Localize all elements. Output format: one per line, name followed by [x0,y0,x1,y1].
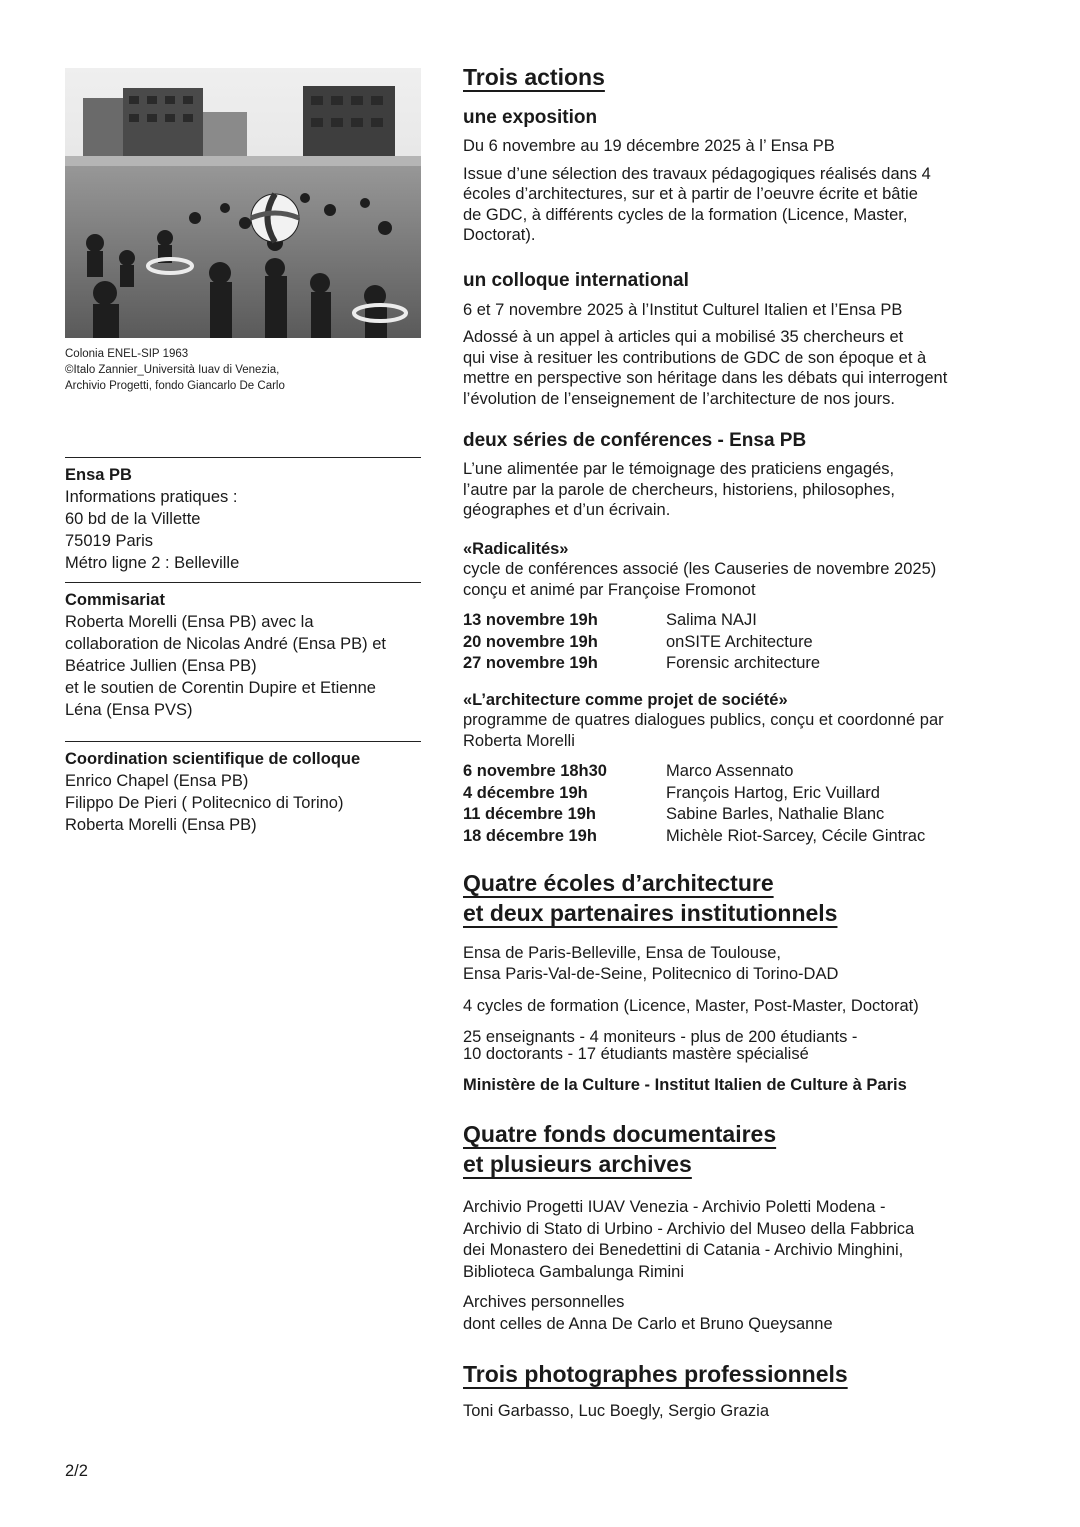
text-line: Biblioteca Gambalunga Rimini [463,1262,685,1281]
schedule-speaker: Forensic architecture [666,654,821,672]
ensa-title: Ensa PB [65,466,132,484]
colloque-dates: 6 et 7 novembre 2025 à l’Institut Culturel Italien et l’Ensa PB [463,300,903,319]
text-line: Issue d’une sélection des travaux pédagogiques réalisés dans 4 [463,164,931,183]
text-line: géographes et d’un écrivain. [463,501,671,519]
commissariat-block [65,582,421,721]
radicalites-schedule [463,610,1023,674]
trois-actions-heading: Trois actions [463,64,605,90]
info-line: Métro ligne 2 : Belleville [65,554,240,572]
radicalites-line: conçu et animé par Françoise Fromonot [463,580,756,599]
text-line: l’évolution de l’enseignement de l’architecture de nos jours. [463,389,896,408]
schedule-date: 4 décembre 19h [463,783,588,802]
text-line: dei Monastero dei Benedettini di Catania - Archivio Minghini, [463,1241,904,1259]
text-line: écoles d’architectures, sur et à partir de l’oeuvre écrite et bâtie [463,185,918,203]
text-line: Adossé à un appel à articles qui a mobilisé 35 chercheurs et [463,328,904,346]
commissariat-title: Commisariat [65,591,165,609]
schedule-date: 20 novembre 19h [463,632,598,651]
coordination-line: Enrico Chapel (Ensa PB) [65,772,249,790]
heading-line: et deux partenaires institutionnels [463,900,838,926]
colonia-photo [65,68,421,338]
radicalites-heading: «Radicalités» [463,539,569,558]
schedule-date: 11 décembre 19h [463,805,596,823]
fonds-heading [463,1119,1023,1179]
schedule-speaker: Salima NAJI [666,611,757,629]
fonds-personal [463,1291,1023,1335]
colloque-text [463,327,1023,409]
text-line: Archivio di Stato di Urbino - Archivio del Museo della Fabbrica [463,1219,915,1238]
commissariat-line: et le soutien de Corentin Dupire et Etienne [65,679,376,697]
exposition-text [463,164,1023,246]
heading-line: et plusieurs archives [463,1151,692,1177]
ecoles-people [463,1029,1023,1063]
photo-caption [65,346,421,394]
info-line: Informations pratiques : [65,488,238,506]
photographes-heading: Trois photographes professionnels [463,1361,848,1387]
text-line: de GDC, à différents cycles de la formation (Licence, Master, [463,205,908,224]
exposition-heading: une exposition [463,107,598,128]
conferences-text [463,459,1023,521]
caption-line: Archivio Progetti, fondo Giancarlo De Carlo [65,380,285,392]
schedule-date: 13 novembre 19h [463,611,598,629]
ecoles-schools [463,943,1023,984]
text-line: Ensa de Paris-Belleville, Ensa de Toulouse, [463,944,781,962]
right-column [463,62,1023,1422]
coordination-block [65,741,421,836]
projet-line: programme de quatres dialogues publics, conçu et coordonné par [463,711,944,729]
text-line: L’une alimentée par le témoignage des praticiens engagés, [463,460,895,478]
conferences-heading: deux séries de conférences - Ensa PB [463,430,807,451]
caption-line: ©Italo Zannier_Università Iuav di Venezia, [65,364,280,376]
text-line: dont celles de Anna De Carlo et Bruno Queysanne [463,1315,833,1333]
ecoles-partners: Ministère de la Culture - Institut Italien de Culture à Paris [463,1075,907,1094]
text-line: Doctorat). [463,226,536,244]
commissariat-line: collaboration de Nicolas André (Ensa PB) et [65,635,387,653]
commissariat-line: Léna (Ensa PVS) [65,701,193,719]
schedule-speaker: Marco Assennato [666,762,794,780]
photographes-names: Toni Garbasso, Luc Boegly, Sergio Grazia [463,1402,770,1420]
left-column [65,68,421,836]
text-line: l’autre par la parole de chercheurs, historiens, philosophes, [463,480,895,499]
exposition-dates: Du 6 novembre au 19 décembre 2025 à l’ Ensa PB [463,137,835,155]
page-number: 2/2 [65,1462,88,1480]
colloque-heading: un colloque international [463,269,689,291]
text-line: 25 enseignants - 4 moniteurs - plus de 200 étudiants - [463,1027,858,1046]
ecoles-heading [463,868,1023,928]
fonds-archives [463,1197,1023,1283]
coordination-line: Filippo De Pieri ( Politecnico di Torino) [65,794,344,812]
coordination-line: Roberta Morelli (Ensa PB) [65,816,257,834]
schedule-speaker: Michèle Riot-Sarcey, Cécile Gintrac [666,826,926,845]
info-line: 60 bd de la Villette [65,510,201,528]
schedule-date: 27 novembre 19h [463,654,598,672]
text-line: mettre en perspective son héritage dans les débats qui interrogent [463,369,948,387]
text-line: Archives personnelles [463,1293,625,1311]
caption-line: Colonia ENEL-SIP 1963 [65,348,189,360]
schedule-date: 6 novembre 18h30 [463,762,607,780]
text-line: 10 doctorants - 17 étudiants mastère spécialisé [463,1044,809,1063]
heading-line: Quatre écoles d’architecture [463,870,774,896]
text-line: qui vise à resituer les contributions de GDC de son époque et à [463,348,927,367]
schedule-speaker: onSITE Architecture [666,632,813,651]
text-line: Archivio Progetti IUAV Venezia - Archivio Poletti Modena - [463,1198,886,1216]
heading-line: Quatre fonds documentaires [463,1121,777,1147]
coordination-title: Coordination scientifique de colloque [65,750,361,768]
projet-schedule [463,761,1023,846]
ecoles-cycles: 4 cycles de formation (Licence, Master, Post-Master, Doctorat) [463,997,919,1015]
commissariat-line: Roberta Morelli (Ensa PB) avec la [65,613,314,631]
ensa-info [65,457,421,574]
info-line: 75019 Paris [65,532,154,550]
schedule-date: 18 décembre 19h [463,826,597,845]
text-line: Ensa Paris-Val-de-Seine, Politecnico di Torino-DAD [463,964,839,983]
radicalites-line: cycle de conférences associé (les Causeries de novembre 2025) [463,560,937,578]
schedule-speaker: François Hartog, Eric Vuillard [666,783,880,802]
commissariat-line: Béatrice Jullien (Ensa PB) [65,657,257,675]
projet-line: Roberta Morelli [463,731,575,750]
projet-societe-heading: «L’architecture comme projet de société» [463,690,788,709]
schedule-speaker: Sabine Barles, Nathalie Blanc [666,805,885,823]
